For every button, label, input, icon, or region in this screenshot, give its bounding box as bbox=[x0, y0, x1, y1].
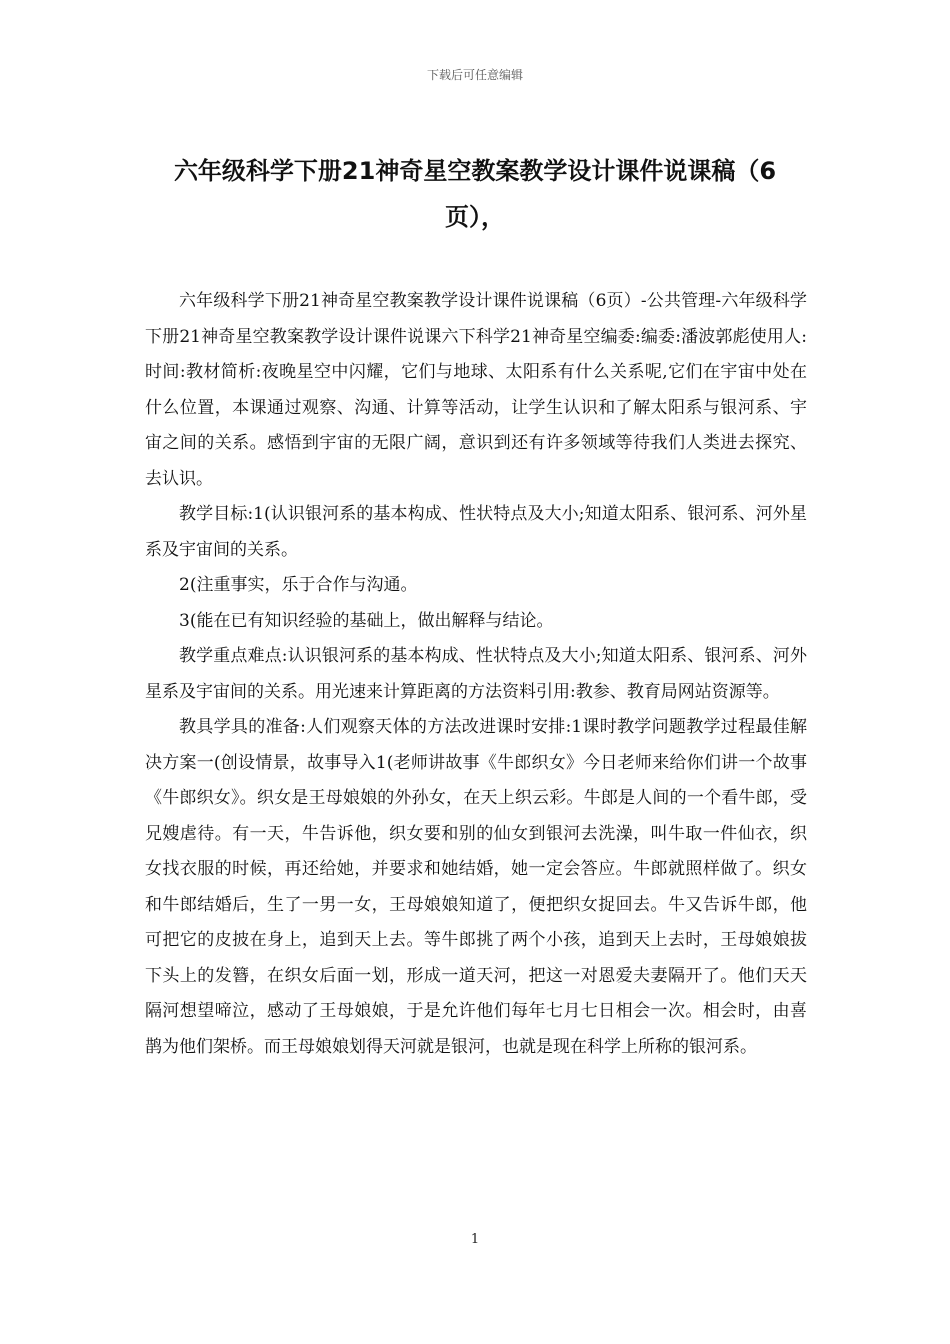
page-number: 1 bbox=[470, 1232, 480, 1247]
paragraph-key-points: 教学重点难点:认识银河系的基本构成、性状特点及大小;知道太阳系、银河系、河外星系及宇宙间的关系。用光速来计算距离的方法资料引用:教参、教育局网站资源等。 bbox=[145, 646, 807, 702]
paragraph-objectives: 教学目标:1(认识银河系的基本构成、性状特点及大小;知道太阳系、银河系、河外星系及宇宙间的关系。 bbox=[145, 504, 807, 560]
paragraph-intro: 六年级科学下册21神奇星空教案教学设计课件说课稿（6页）-公共管理-六年级科学下册21神奇星空教案教学设计课件说课六下科学21神奇星空编委:编委:潘波郭彪使用人:时间:教材简析:夜晚星空中闪耀，它们与地球、太阳系有什么关系呢,它们在宇宙中处在什么位置，本课通过观察、沟通、计算等活动，让学生认识和了解太阳系与银河系、宇宙之间的关系。感悟到宇宙的无限广阔，意识到还有许多领域等待我们人类进去探究、去认识。 bbox=[145, 291, 807, 489]
paragraph-objective-3: 3(能在已有知识经验的基础上，做出解释与结论。 bbox=[179, 610, 554, 631]
document-title: 六年级科学下册21神奇星空教案教学设计课件说课稿（6页）， bbox=[173, 157, 777, 231]
paragraph-objective-2: 2(注重事实，乐于合作与沟通。 bbox=[179, 575, 418, 595]
paragraph-preparation: 教具学具的准备:人们观察天体的方法改进课时安排:1课时教学问题教学过程最佳解决方案一(创设情景，故事导入1(老师讲故事《牛郎织女》今日老师来给你们讲一个故事《牛郎织女》。织女是王母娘娘的外孙女，在天上织云彩。牛郎是人间的一个看牛郎，受兄嫂虐待。有一天，牛告诉他，织女要和别的仙女到银河去洗澡，叫牛取一件仙衣，织女找衣服的时候，再还给她，并要求和她结婚，她一定会答应。牛郎就照样做了。织女和牛郎结婚后，生了一男一女，王母娘娘知道了，便把织女捉回去。牛又告诉牛郎，他可把它的皮披在身上，追到天上去。等牛郎挑了两个小孩，追到天上去时，王母娘娘拔下头上的发簪，在织女后面一划，形成一道天河，把这一对恩爱夫妻隔开了。他们天天隔河想望啼泣，感动了王母娘娘，于是允许他们每年七月七日相会一次。相会时，由喜鹊为他们架桥。而王母娘娘划得天河就是银河，也就是现在科学上所称的银河系。 bbox=[145, 717, 807, 1057]
header-note: 下载后可任意编辑 bbox=[426, 68, 523, 82]
document-body bbox=[145, 284, 807, 1065]
